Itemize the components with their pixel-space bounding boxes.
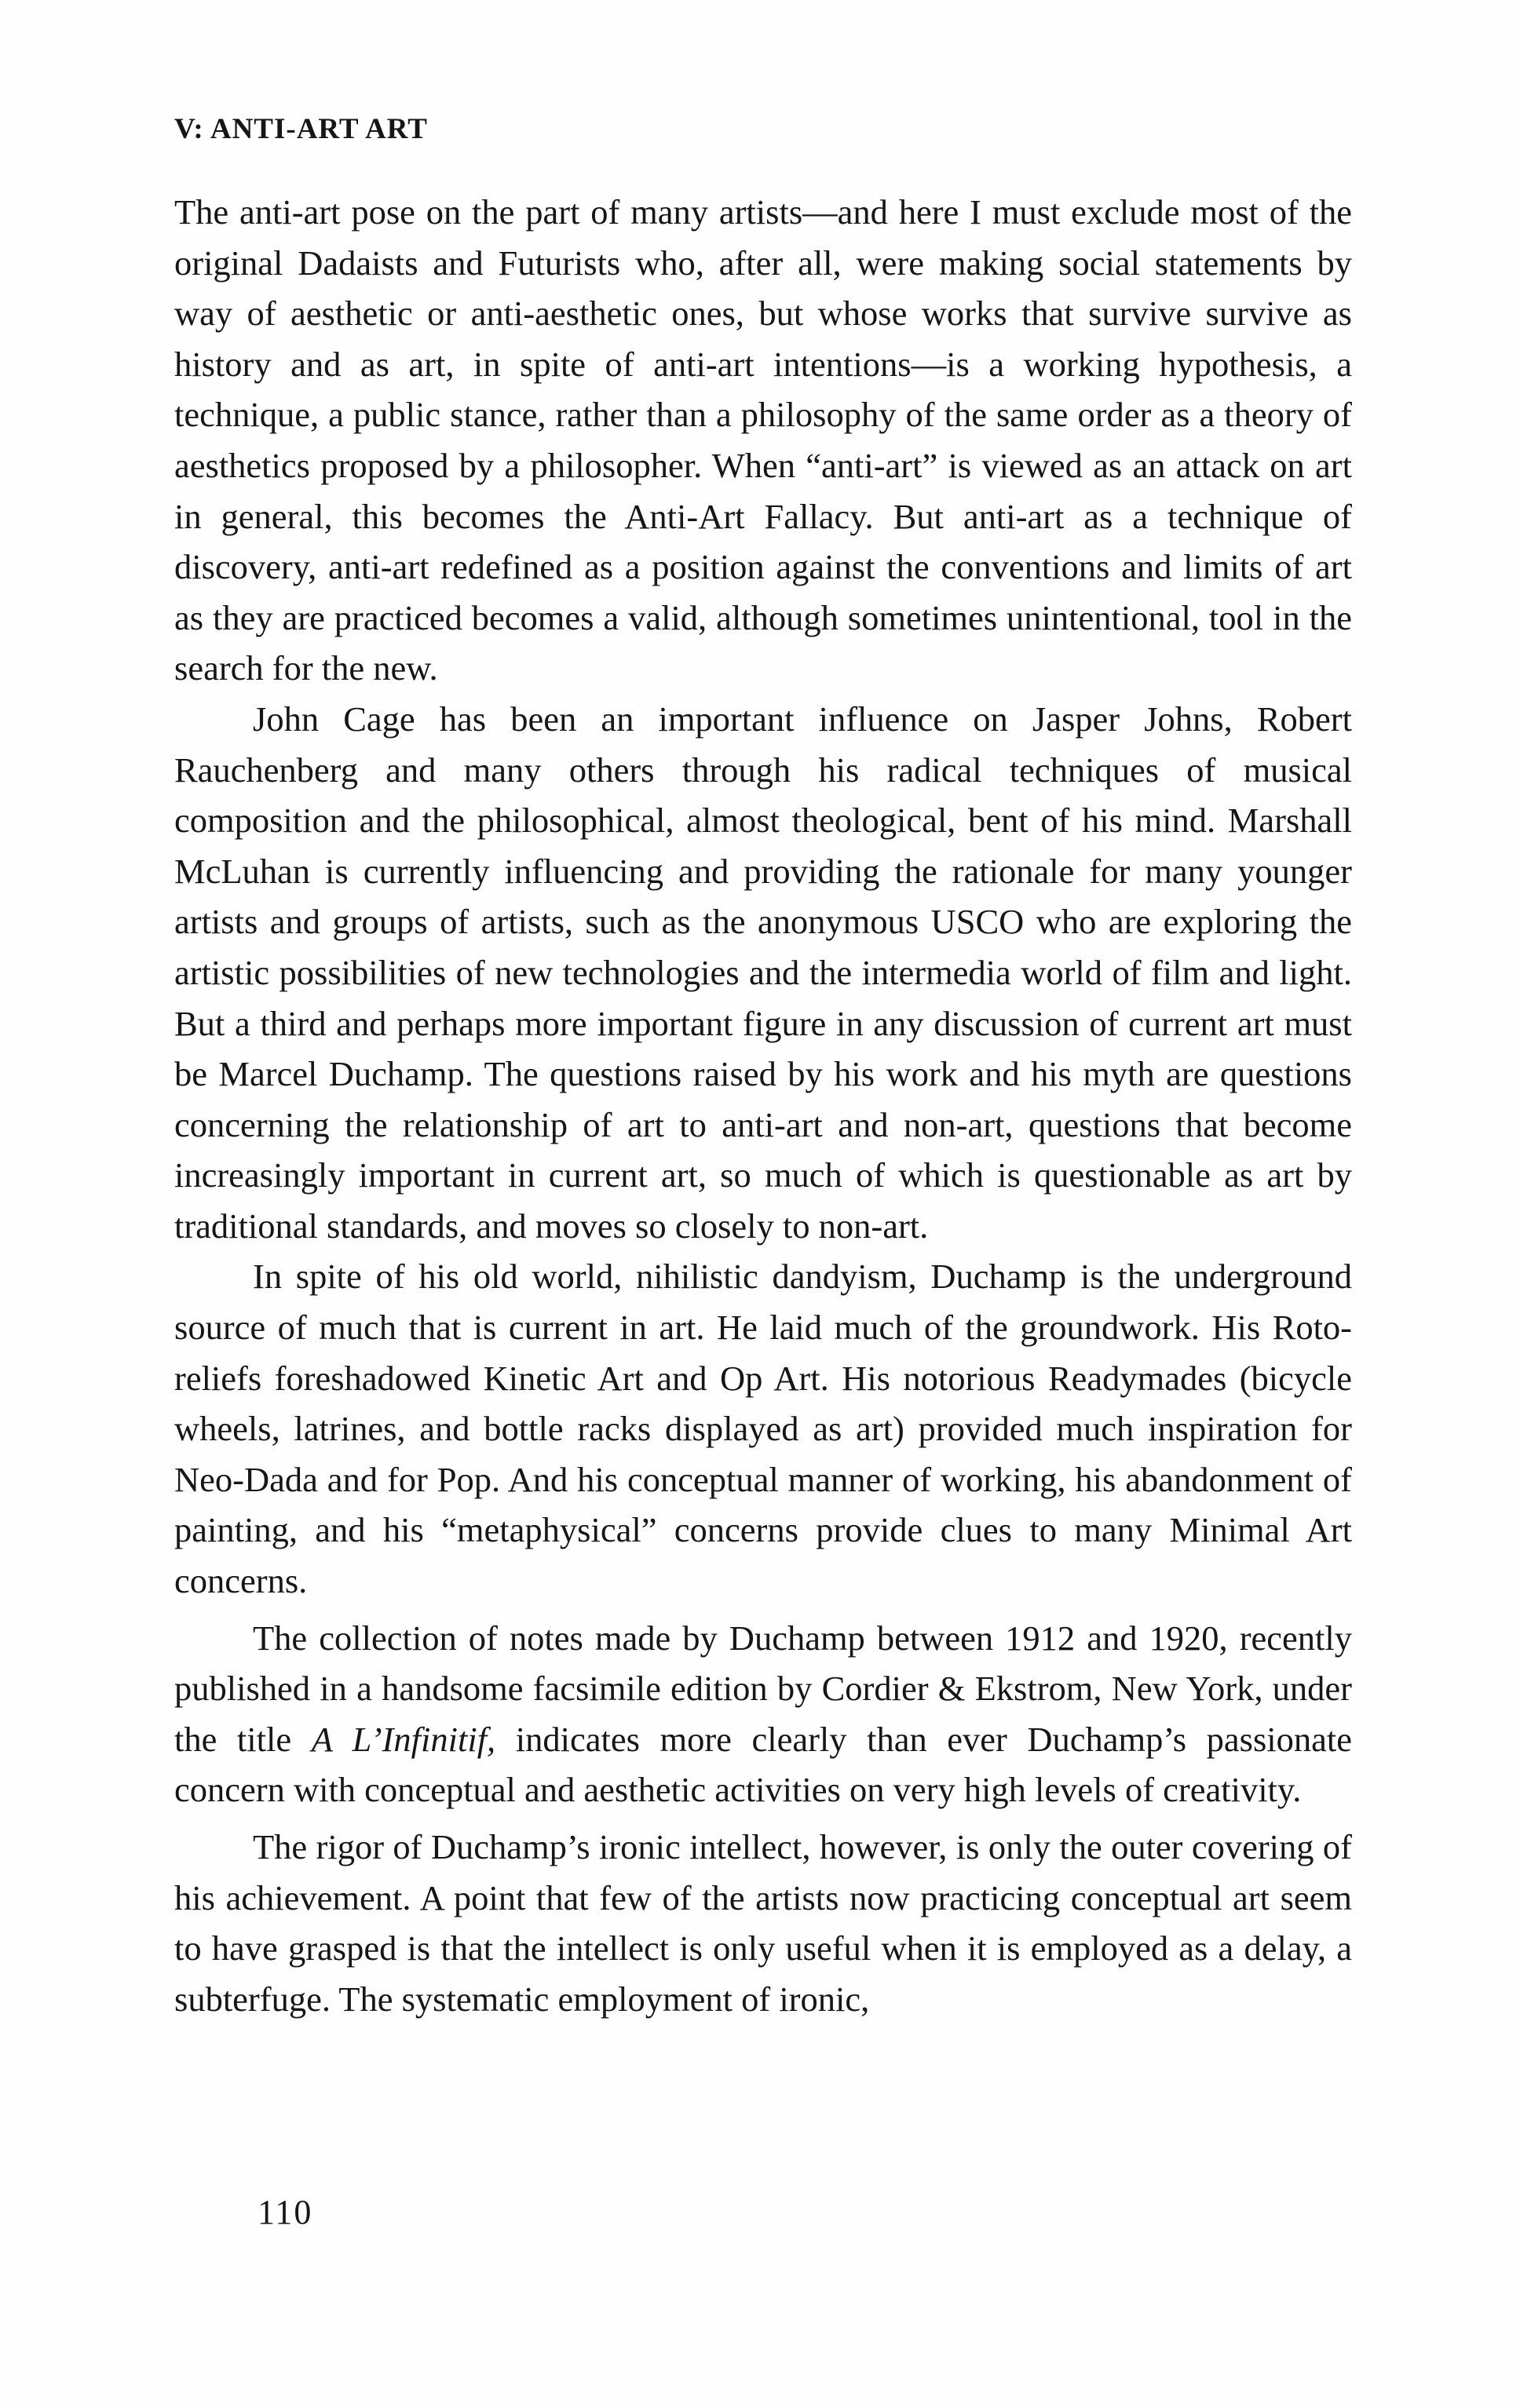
page-number: 110 — [258, 2193, 313, 2231]
paragraph-duchamp-rigor: The rigor of Duchamp’s ironic intellect, however, is only the outer covering of his achievement. A point that few of the artists now practicing conceptual art seem to have grasped is that the intellect is only useful when it is employed as a delay, a subterfuge. The systematic employment of ironic, — [174, 1827, 1352, 2019]
body-text — [174, 187, 1352, 2024]
running-head: V: ANTI-ART ART — [174, 113, 428, 145]
book-title-italic: A L’Infinitif, — [311, 1719, 496, 1759]
paragraph-john-cage: John Cage has been an important influence on Jasper Johns, Robert Rauchenberg and many others through his radical techniques of musical composition and the philosophical, almost theological, bent of his mind. Marshall McLuhan is currently influencing and providing the rationale for many younger artists and groups of artists, such as the anonymous USCO who are exploring the artistic possibilities of new technologies and the intermedia world of film and light. But a third and perhaps more important figure in any discussion of current art must be Marcel Duchamp. The questions raised by his work and his myth are questions concerning the relationship of art to anti-art and non-art, questions that become increasingly important in current art, so much of which is questionable as art by traditional standards, and moves so closely to non-art. — [174, 699, 1352, 1246]
paragraph-anti-art-pose: The anti-art pose on the part of many artists—and here I must exclude most of the original Dadaists and Futurists who, after all, were making social statements by way of aesthetic or anti-aesthetic ones, but whose works that survive survive as history and as art, in spite of anti-art intentions—is a working hypothesis, a technique, a public stance, rather than a philosophy of the same order as a theory of aesthetics proposed by a philosopher. When “anti-art” is viewed as an attack on art in general, this becomes the Anti-Art Fallacy. But anti-art as a technique of discovery, anti-art redefined as a position against the conventions and limits of art as they are practiced becomes a valid, although sometimes unintentional, tool in the search for the new. — [174, 192, 1352, 688]
paragraph-duchamp-notes — [174, 1613, 1352, 1815]
paragraph-text-before-title: The collection of notes made by Duchamp between 1912 and 1920, recently published in a handsome facsimile edition by Cordier & Ekstrom, New York, under the title — [174, 1618, 1352, 1759]
paragraph-duchamp-dandyism: In spite of his old world, nihilistic dandyism, Duchamp is the underground source of much that is current in art. He laid much of the groundwork. His Roto-reliefs foreshadowed Kinetic Art and Op Art. His notorious Readymades (bicycle wheels, latrines, and bottle racks displayed as art) provided much inspiration for Neo-Dada and for Pop. And his conceptual manner of working, his abandonment of painting, and his “metaphysical” concerns provide clues to many Minimal Art concerns. — [174, 1257, 1352, 1601]
paragraph-text-after-title: indicates more clearly than ever Duchamp’s passionate concern with conceptual and aesthetic activities on very high levels of creativity. — [174, 1719, 1352, 1810]
